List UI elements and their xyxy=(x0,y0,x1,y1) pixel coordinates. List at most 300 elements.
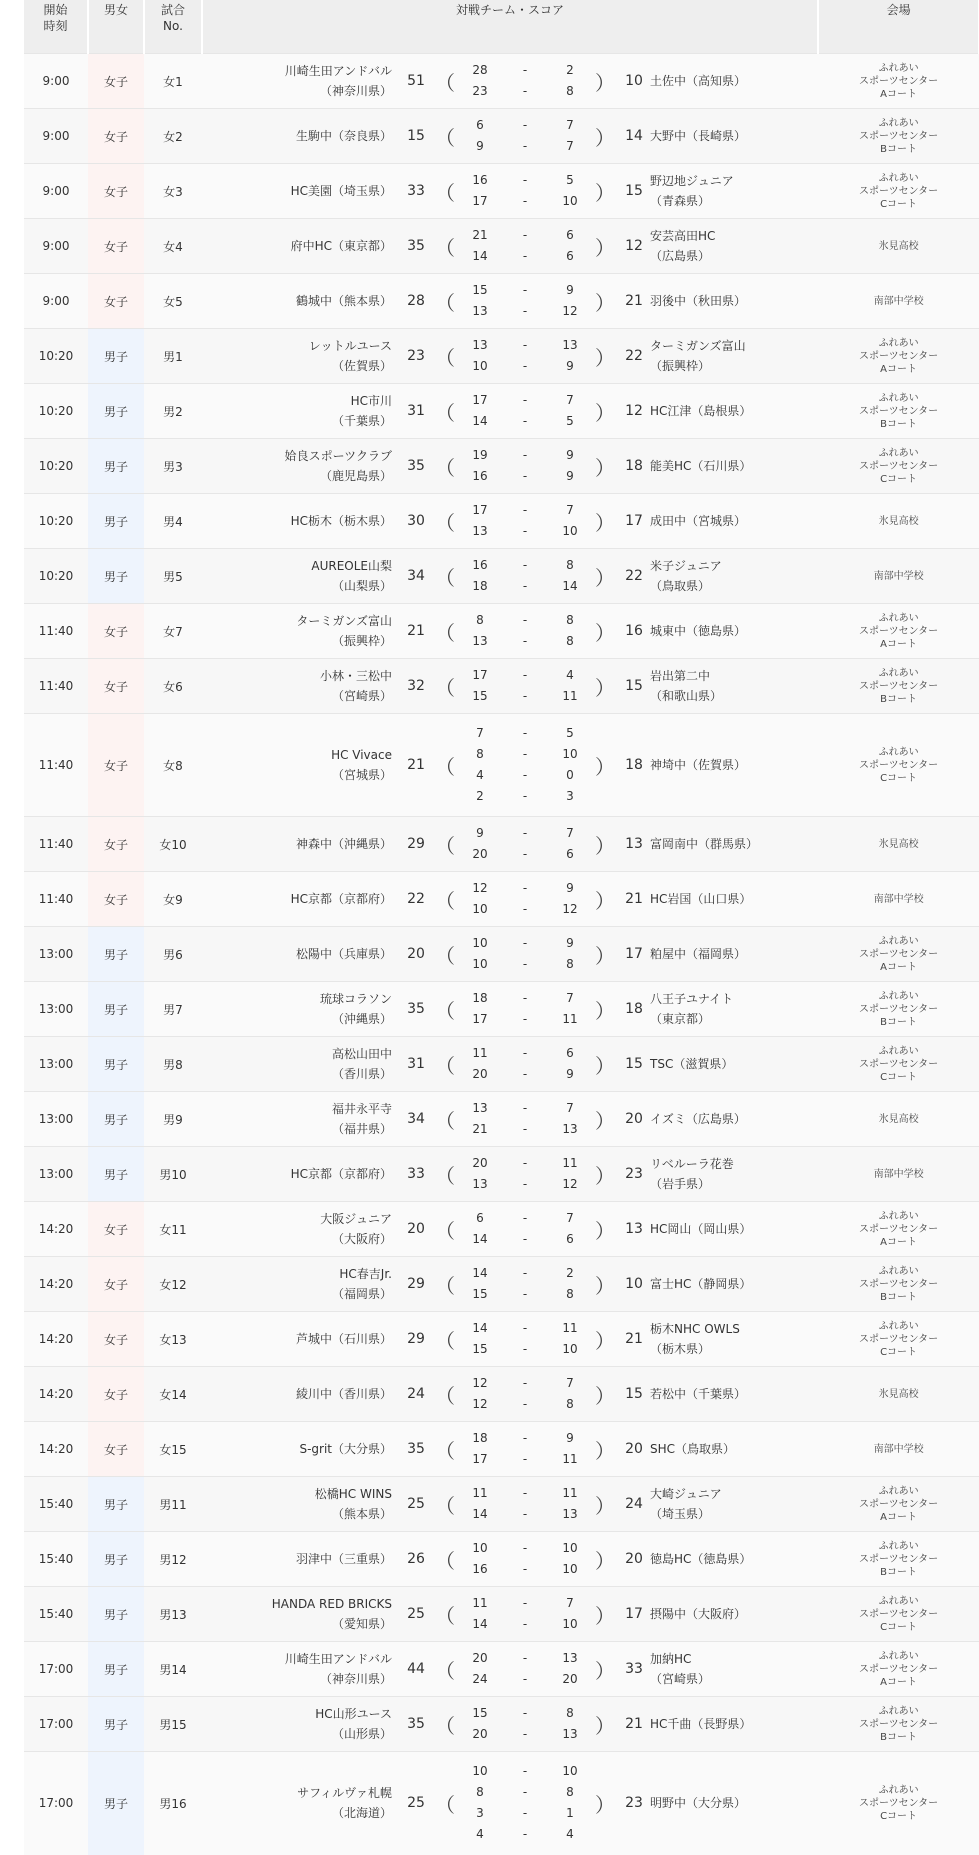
away-period-score: 5 xyxy=(566,414,574,428)
gender-label: 男子 xyxy=(88,1092,144,1147)
period-dash: - xyxy=(522,1067,528,1081)
away-period-score: 7 xyxy=(566,118,574,132)
home-period-score: 8 xyxy=(476,747,484,761)
home-half-scores xyxy=(460,1147,500,1202)
gender-label: 男子 xyxy=(88,1147,144,1202)
period-dash: - xyxy=(522,936,528,950)
home-period-score: 14 xyxy=(472,1321,488,1335)
open-paren: （ xyxy=(430,1037,460,1092)
period-dash: - xyxy=(522,747,528,761)
period-dash: - xyxy=(522,957,528,971)
gender-label: 女子 xyxy=(88,817,144,872)
home-half-scores xyxy=(460,1587,500,1642)
away-total-score: 21 xyxy=(620,872,648,927)
half-dash-column xyxy=(500,659,550,714)
away-half-scores xyxy=(550,1202,590,1257)
home-total-score: 35 xyxy=(402,219,430,274)
table-row xyxy=(24,714,979,817)
away-period-score: 13 xyxy=(562,1727,578,1741)
away-half-scores xyxy=(550,1367,590,1422)
home-period-score: 13 xyxy=(472,304,488,318)
period-dash: - xyxy=(522,881,528,895)
venue-label: ふれあい スポーツセンター Cコート xyxy=(818,1752,979,1855)
home-half-scores xyxy=(460,1752,500,1855)
home-team: 鶴城中（熊本県） xyxy=(202,274,402,329)
start-time: 13:00 xyxy=(24,1037,88,1092)
away-team: 神埼中（佐賀県） xyxy=(648,714,818,817)
start-time: 11:40 xyxy=(24,659,88,714)
away-period-score: 3 xyxy=(566,789,574,803)
match-number: 男3 xyxy=(144,439,202,494)
gender-label: 男子 xyxy=(88,1752,144,1855)
table-row xyxy=(24,982,979,1037)
home-team: 小林・三松中 （宮崎県） xyxy=(202,659,402,714)
away-team: 能美HC（石川県） xyxy=(648,439,818,494)
away-period-score: 12 xyxy=(562,304,578,318)
period-dash: - xyxy=(522,1617,528,1631)
gender-label: 男子 xyxy=(88,384,144,439)
home-period-score: 3 xyxy=(476,1806,484,1821)
venue-label: 南部中学校 xyxy=(818,274,979,329)
match-number: 男4 xyxy=(144,494,202,549)
venue-label: 南部中学校 xyxy=(818,872,979,927)
half-dash-column xyxy=(500,1257,550,1312)
open-paren: （ xyxy=(430,714,460,817)
home-total-score: 35 xyxy=(402,1697,430,1752)
home-period-score: 10 xyxy=(472,936,488,950)
period-dash: - xyxy=(522,1397,528,1411)
period-dash: - xyxy=(522,1727,528,1741)
table-row xyxy=(24,54,979,109)
table-row xyxy=(24,1532,979,1587)
home-total-score: 22 xyxy=(402,872,430,927)
half-dash-column xyxy=(500,54,550,109)
home-total-score: 31 xyxy=(402,1037,430,1092)
open-paren: （ xyxy=(430,1312,460,1367)
half-dash-column xyxy=(500,817,550,872)
away-total-score: 21 xyxy=(620,1697,648,1752)
open-paren: （ xyxy=(430,1587,460,1642)
start-time: 17:00 xyxy=(24,1752,88,1855)
start-time: 13:00 xyxy=(24,1147,88,1202)
away-team: 城東中（徳島県） xyxy=(648,604,818,659)
home-team: S-grit（大分県） xyxy=(202,1422,402,1477)
close-paren: ） xyxy=(590,274,620,329)
half-dash-column xyxy=(500,1092,550,1147)
away-team: 岩出第二中 （和歌山県） xyxy=(648,659,818,714)
venue-label: ふれあい スポーツセンター Bコート xyxy=(818,1257,979,1312)
period-dash: - xyxy=(522,558,528,572)
venue-label: ふれあい スポーツセンター Bコート xyxy=(818,109,979,164)
gender-label: 女子 xyxy=(88,1312,144,1367)
away-period-score: 9 xyxy=(566,1067,574,1081)
home-team: AUREOLE山梨 （山梨県） xyxy=(202,549,402,604)
period-dash: - xyxy=(522,359,528,373)
away-period-score: 8 xyxy=(566,1397,574,1411)
home-total-score: 51 xyxy=(402,54,430,109)
away-period-score: 7 xyxy=(566,826,574,840)
away-period-score: 7 xyxy=(566,1596,574,1610)
away-period-score: 6 xyxy=(566,1232,574,1246)
half-dash-column xyxy=(500,1422,550,1477)
away-period-score: 8 xyxy=(566,1785,574,1800)
open-paren: （ xyxy=(430,659,460,714)
away-half-scores xyxy=(550,219,590,274)
close-paren: ） xyxy=(590,1092,620,1147)
home-period-score: 10 xyxy=(472,957,488,971)
period-dash: - xyxy=(522,1672,528,1686)
home-half-scores xyxy=(460,164,500,219)
away-period-score: 11 xyxy=(562,1012,578,1026)
open-paren: （ xyxy=(430,1532,460,1587)
start-time: 17:00 xyxy=(24,1697,88,1752)
venue-label: 氷見高校 xyxy=(818,219,979,274)
start-time: 9:00 xyxy=(24,219,88,274)
open-paren: （ xyxy=(430,549,460,604)
start-time: 15:40 xyxy=(24,1587,88,1642)
home-team: HC Vivace （宮城県） xyxy=(202,714,402,817)
away-total-score: 18 xyxy=(620,714,648,817)
away-period-score: 7 xyxy=(566,503,574,517)
match-number: 男7 xyxy=(144,982,202,1037)
header-start-time: 開始 時刻 xyxy=(24,0,88,54)
home-total-score: 29 xyxy=(402,1312,430,1367)
away-team: 野辺地ジュニア （青森県） xyxy=(648,164,818,219)
home-period-score: 20 xyxy=(472,1651,488,1665)
open-paren: （ xyxy=(430,1257,460,1312)
away-period-score: 2 xyxy=(566,1266,574,1280)
home-total-score: 24 xyxy=(402,1367,430,1422)
period-dash: - xyxy=(522,613,528,627)
match-number: 男9 xyxy=(144,1092,202,1147)
away-total-score: 21 xyxy=(620,1312,648,1367)
away-total-score: 17 xyxy=(620,494,648,549)
period-dash: - xyxy=(522,1785,528,1800)
start-time: 17:00 xyxy=(24,1642,88,1697)
open-paren: （ xyxy=(430,164,460,219)
away-half-scores xyxy=(550,659,590,714)
match-number: 男13 xyxy=(144,1587,202,1642)
period-dash: - xyxy=(522,249,528,263)
away-team: 加納HC （宮崎県） xyxy=(648,1642,818,1697)
match-number: 女10 xyxy=(144,817,202,872)
away-total-score: 10 xyxy=(620,1257,648,1312)
table-row xyxy=(24,549,979,604)
start-time: 14:20 xyxy=(24,1367,88,1422)
close-paren: ） xyxy=(590,54,620,109)
venue-label: ふれあい スポーツセンター Aコート xyxy=(818,1202,979,1257)
open-paren: （ xyxy=(430,494,460,549)
open-paren: （ xyxy=(430,1697,460,1752)
away-total-score: 10 xyxy=(620,54,648,109)
home-period-score: 16 xyxy=(472,469,488,483)
table-row xyxy=(24,219,979,274)
open-paren: （ xyxy=(430,1642,460,1697)
away-half-scores xyxy=(550,982,590,1037)
home-period-score: 12 xyxy=(472,1376,488,1390)
away-total-score: 20 xyxy=(620,1422,648,1477)
match-number: 男8 xyxy=(144,1037,202,1092)
away-period-score: 9 xyxy=(566,359,574,373)
home-period-score: 16 xyxy=(472,173,488,187)
home-period-score: 17 xyxy=(472,1452,488,1466)
away-period-score: 5 xyxy=(566,726,574,740)
match-number: 女7 xyxy=(144,604,202,659)
away-team: 富士HC（静岡県） xyxy=(648,1257,818,1312)
period-dash: - xyxy=(522,1452,528,1466)
start-time: 13:00 xyxy=(24,927,88,982)
away-half-scores xyxy=(550,714,590,817)
gender-label: 男子 xyxy=(88,1642,144,1697)
open-paren: （ xyxy=(430,274,460,329)
away-half-scores xyxy=(550,1532,590,1587)
home-period-score: 20 xyxy=(472,1067,488,1081)
half-dash-column xyxy=(500,1037,550,1092)
home-total-score: 28 xyxy=(402,274,430,329)
home-period-score: 28 xyxy=(472,63,488,77)
home-period-score: 20 xyxy=(472,847,488,861)
half-dash-column xyxy=(500,1367,550,1422)
table-row xyxy=(24,109,979,164)
home-total-score: 21 xyxy=(402,604,430,659)
home-half-scores xyxy=(460,1697,500,1752)
start-time: 9:00 xyxy=(24,274,88,329)
half-dash-column xyxy=(500,109,550,164)
away-team: TSC（滋賀県） xyxy=(648,1037,818,1092)
venue-label: ふれあい スポーツセンター Cコート xyxy=(818,1587,979,1642)
period-dash: - xyxy=(522,118,528,132)
gender-label: 男子 xyxy=(88,549,144,604)
home-team: HC山形ユース （山形県） xyxy=(202,1697,402,1752)
away-team: 富岡南中（群馬県） xyxy=(648,817,818,872)
venue-label: ふれあい スポーツセンター Aコート xyxy=(818,329,979,384)
home-period-score: 20 xyxy=(472,1727,488,1741)
away-period-score: 12 xyxy=(562,902,578,916)
home-team: 松橋HC WINS （熊本県） xyxy=(202,1477,402,1532)
period-dash: - xyxy=(522,991,528,1005)
away-total-score: 33 xyxy=(620,1642,648,1697)
home-team: HC市川 （千葉県） xyxy=(202,384,402,439)
period-dash: - xyxy=(522,1596,528,1610)
gender-label: 女子 xyxy=(88,164,144,219)
away-period-score: 7 xyxy=(566,991,574,1005)
period-dash: - xyxy=(522,1012,528,1026)
gender-label: 男子 xyxy=(88,1587,144,1642)
close-paren: ） xyxy=(590,1147,620,1202)
home-team: 羽津中（三重県） xyxy=(202,1532,402,1587)
home-period-score: 17 xyxy=(472,194,488,208)
home-period-score: 9 xyxy=(476,139,484,153)
start-time: 10:20 xyxy=(24,329,88,384)
period-dash: - xyxy=(522,414,528,428)
away-half-scores xyxy=(550,1312,590,1367)
venue-label: ふれあい スポーツセンター Bコート xyxy=(818,982,979,1037)
period-dash: - xyxy=(522,1287,528,1301)
home-half-scores xyxy=(460,54,500,109)
close-paren: ） xyxy=(590,329,620,384)
open-paren: （ xyxy=(430,329,460,384)
period-dash: - xyxy=(522,902,528,916)
home-period-score: 21 xyxy=(472,228,488,242)
period-dash: - xyxy=(522,283,528,297)
half-dash-column xyxy=(500,1202,550,1257)
match-number: 女2 xyxy=(144,109,202,164)
period-dash: - xyxy=(522,84,528,98)
venue-label: ふれあい スポーツセンター Cコート xyxy=(818,1312,979,1367)
away-period-score: 0 xyxy=(566,768,574,782)
away-total-score: 23 xyxy=(620,1147,648,1202)
venue-label: ふれあい スポーツセンター Bコート xyxy=(818,659,979,714)
away-period-score: 9 xyxy=(566,936,574,950)
home-period-score: 15 xyxy=(472,283,488,297)
half-dash-column xyxy=(500,1752,550,1855)
home-period-score: 14 xyxy=(472,1617,488,1631)
home-period-score: 10 xyxy=(472,1764,488,1779)
home-total-score: 34 xyxy=(402,549,430,604)
match-number: 男1 xyxy=(144,329,202,384)
table-row xyxy=(24,164,979,219)
home-half-scores xyxy=(460,817,500,872)
away-period-score: 6 xyxy=(566,1046,574,1060)
header-teams-score: 対戦チーム・スコア xyxy=(202,0,818,54)
gender-label: 女子 xyxy=(88,1367,144,1422)
match-number: 男5 xyxy=(144,549,202,604)
home-period-score: 13 xyxy=(472,524,488,538)
match-number: 女12 xyxy=(144,1257,202,1312)
away-period-score: 6 xyxy=(566,228,574,242)
table-row xyxy=(24,927,979,982)
away-period-score: 11 xyxy=(562,689,578,703)
gender-label: 女子 xyxy=(88,274,144,329)
half-dash-column xyxy=(500,494,550,549)
period-dash: - xyxy=(522,1827,528,1842)
home-team: HC栃木（栃木県） xyxy=(202,494,402,549)
home-period-score: 15 xyxy=(472,1342,488,1356)
away-total-score: 18 xyxy=(620,439,648,494)
home-team: 神森中（沖縄県） xyxy=(202,817,402,872)
away-half-scores xyxy=(550,604,590,659)
gender-label: 女子 xyxy=(88,1422,144,1477)
away-period-score: 10 xyxy=(562,194,578,208)
home-period-score: 17 xyxy=(472,503,488,517)
gender-label: 女子 xyxy=(88,714,144,817)
open-paren: （ xyxy=(430,817,460,872)
match-number: 女11 xyxy=(144,1202,202,1257)
away-period-score: 9 xyxy=(566,881,574,895)
venue-label: 南部中学校 xyxy=(818,1422,979,1477)
gender-label: 男子 xyxy=(88,1697,144,1752)
home-team: 綾川中（香川県） xyxy=(202,1367,402,1422)
home-total-score: 25 xyxy=(402,1477,430,1532)
away-period-score: 10 xyxy=(562,524,578,538)
away-half-scores xyxy=(550,329,590,384)
table-row xyxy=(24,1642,979,1697)
open-paren: （ xyxy=(430,1752,460,1855)
match-number: 女1 xyxy=(144,54,202,109)
home-period-score: 11 xyxy=(472,1486,488,1500)
header-gender: 男女 xyxy=(88,0,144,54)
home-total-score: 29 xyxy=(402,1257,430,1312)
close-paren: ） xyxy=(590,714,620,817)
venue-label: ふれあい スポーツセンター Bコート xyxy=(818,1697,979,1752)
home-team: HC京都（京都府） xyxy=(202,872,402,927)
table-row xyxy=(24,1477,979,1532)
home-total-score: 29 xyxy=(402,817,430,872)
table-row xyxy=(24,1257,979,1312)
away-team: 若松中（千葉県） xyxy=(648,1367,818,1422)
period-dash: - xyxy=(522,1101,528,1115)
period-dash: - xyxy=(522,173,528,187)
away-half-scores xyxy=(550,1422,590,1477)
away-total-score: 13 xyxy=(620,1202,648,1257)
home-period-score: 16 xyxy=(472,558,488,572)
venue-label: ふれあい スポーツセンター Cコート xyxy=(818,714,979,817)
away-period-score: 13 xyxy=(562,338,578,352)
away-team: 成田中（宮城県） xyxy=(648,494,818,549)
close-paren: ） xyxy=(590,494,620,549)
venue-label: 南部中学校 xyxy=(818,549,979,604)
home-half-scores xyxy=(460,219,500,274)
start-time: 13:00 xyxy=(24,982,88,1037)
period-dash: - xyxy=(522,689,528,703)
gender-label: 女子 xyxy=(88,109,144,164)
table-row xyxy=(24,1147,979,1202)
period-dash: - xyxy=(522,63,528,77)
home-period-score: 13 xyxy=(472,634,488,648)
match-number: 男10 xyxy=(144,1147,202,1202)
away-period-score: 10 xyxy=(562,1342,578,1356)
start-time: 14:20 xyxy=(24,1422,88,1477)
away-total-score: 12 xyxy=(620,219,648,274)
period-dash: - xyxy=(522,1541,528,1555)
away-total-score: 15 xyxy=(620,659,648,714)
home-team: サフィルヴァ札幌 （北海道） xyxy=(202,1752,402,1855)
home-period-score: 2 xyxy=(476,789,484,803)
table-header-row xyxy=(24,0,979,54)
home-period-score: 18 xyxy=(472,579,488,593)
home-team: HC美園（埼玉県） xyxy=(202,164,402,219)
away-period-score: 8 xyxy=(566,957,574,971)
home-team: 琉球コラソン （沖縄県） xyxy=(202,982,402,1037)
home-team: 大阪ジュニア （大阪府） xyxy=(202,1202,402,1257)
away-team: イズミ（広島県） xyxy=(648,1092,818,1147)
close-paren: ） xyxy=(590,1312,620,1367)
away-team: 大崎ジュニア （埼玉県） xyxy=(648,1477,818,1532)
home-team: HC京都（京都府） xyxy=(202,1147,402,1202)
close-paren: ） xyxy=(590,1037,620,1092)
away-period-score: 13 xyxy=(562,1651,578,1665)
match-number: 男16 xyxy=(144,1752,202,1855)
away-period-score: 8 xyxy=(566,1287,574,1301)
away-team: 土佐中（高知県） xyxy=(648,54,818,109)
away-period-score: 7 xyxy=(566,393,574,407)
home-half-scores xyxy=(460,1257,500,1312)
away-total-score: 20 xyxy=(620,1532,648,1587)
table-row xyxy=(24,274,979,329)
home-period-score: 14 xyxy=(472,1266,488,1280)
period-dash: - xyxy=(522,393,528,407)
period-dash: - xyxy=(522,1706,528,1720)
home-period-score: 11 xyxy=(472,1046,488,1060)
match-number: 女9 xyxy=(144,872,202,927)
away-half-scores xyxy=(550,1642,590,1697)
home-total-score: 33 xyxy=(402,164,430,219)
open-paren: （ xyxy=(430,872,460,927)
gender-label: 男子 xyxy=(88,1477,144,1532)
away-period-score: 10 xyxy=(562,747,578,761)
match-number: 女8 xyxy=(144,714,202,817)
home-period-score: 11 xyxy=(472,1596,488,1610)
